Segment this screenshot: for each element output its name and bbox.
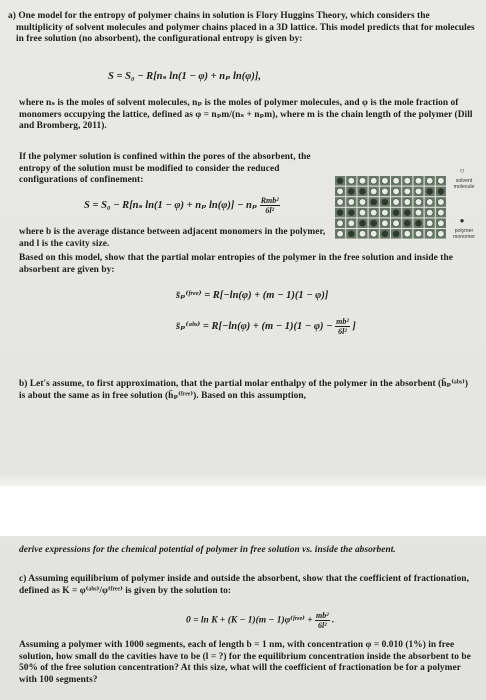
solvent-molecule (370, 188, 377, 195)
polymer-monomer (382, 231, 389, 238)
polymer-monomer (337, 209, 344, 216)
solvent-molecule (438, 220, 445, 227)
solvent-molecule (404, 188, 411, 195)
solvent-molecule (359, 178, 366, 185)
eq4-close: ] (352, 320, 356, 332)
polymer-monomer (393, 231, 400, 238)
solvent-molecule (426, 220, 433, 227)
solvent-molecule (348, 178, 355, 185)
solvent-molecule (426, 231, 433, 238)
polymer-monomer (370, 220, 377, 227)
partial-molar-intro-text: Based on this model, show that the partial molar entropies of the polymer in the free solution and inside the absorbent are given by: (19, 253, 453, 275)
eq4-fraction (335, 317, 350, 336)
part-a-label: a) (8, 11, 16, 21)
part-c-text: c) Assuming equilibrium of polymer inside and outside the absorbent, show that the coefficient of fractionation, defined as K = φ⁽ᵃᵇˢ⁾/φ⁽ᶠʳᵉᵉ⁾ is given by the solution to: (19, 574, 469, 596)
solvent-molecule (438, 199, 445, 206)
legend-polymer-label: polymer monomer (453, 228, 475, 240)
eq2-frac-num: Rmb² (260, 196, 279, 205)
polymer-monomer (426, 188, 433, 195)
polymer-monomer (404, 209, 411, 216)
equation-free-partial-entropy: s̄ₚ⁽ᶠʳᵉᵉ⁾ = R[−ln(φ) + (m − 1)(1 − φ)] (176, 290, 329, 301)
solvent-molecule (438, 178, 445, 185)
solvent-molecule (348, 199, 355, 206)
solvent-molecule (393, 199, 400, 206)
eq5-fraction (315, 611, 330, 630)
eq4-main: s̄ₚ⁽ᵃᵇˢ⁾ = R[−ln(φ) + (m − 1)(1 − φ) − (176, 320, 333, 332)
eq4-frac-num: mb² (336, 317, 349, 326)
confinement-text-content: If the polymer solution is confined within the pores of the absorbent, the entropy of the solution must be modified to consider the reduced configurations of confinement: (19, 152, 311, 186)
equation-absorbent-partial-entropy (176, 317, 356, 336)
solvent-molecule (337, 188, 344, 195)
polymer-monomer (359, 188, 366, 195)
part-a-intro-text: One model for the entropy of polymer chains in solution is Flory Huggins Theory, which considers the multiplicity of solvent molecules and polymer chains placed in a 3D lattice. This model predicts that for molecules in free solution (no absorbent), the configurational entropy is given by: (16, 11, 475, 45)
solvent-molecule (382, 178, 389, 185)
polymer-monomer (348, 188, 355, 195)
legend-solvent-circle: ○ (459, 166, 465, 175)
solvent-molecule (393, 220, 400, 227)
solvent-molecule (404, 178, 411, 185)
legend-polymer-dot: ● (459, 216, 465, 225)
polymer-monomer (370, 199, 377, 206)
eq2-fraction (260, 196, 280, 215)
solvent-molecule (415, 231, 422, 238)
polymer-monomer (382, 199, 389, 206)
solvent-molecule (404, 231, 411, 238)
solvent-molecule (415, 209, 422, 216)
equation-confined-entropy (84, 196, 280, 215)
solvent-molecule (415, 199, 422, 206)
page-fade (0, 472, 486, 486)
part-c-assume: Assuming a polymer with 1000 segments, each of length b = 1 nm, with concentration φ = 0.010 (1%) in free solution, how small do the cavities have to be (l = ?) for the equilibrium concentration inside the absorbent to be 50% of the free solution concentration? At this size, what will the coefficient of fractionation be for a polymer with 100 segments? (19, 640, 471, 685)
solvent-molecule (382, 220, 389, 227)
eq2-main: S = S₀ − R[nₛ ln(1 − φ) + nₚ ln(φ)] − nₚ (84, 199, 258, 211)
solvent-molecule (348, 220, 355, 227)
eq2-frac-den: 6l² (265, 206, 274, 215)
lattice-diagram (334, 174, 463, 244)
solvent-molecule (415, 178, 422, 185)
solvent-molecule (359, 231, 366, 238)
eq5-main: 0 = ln K + (K − 1)(m − 1)φ⁽ᶠʳᵉᵉ⁾ + (186, 615, 313, 626)
solvent-molecule (415, 188, 422, 195)
equation-fractionation (186, 611, 334, 630)
solvent-molecule (370, 178, 377, 185)
part-b-derive: derive expressions for the chemical potential of polymer in free solution vs. inside the absorbent. (19, 545, 396, 555)
eq5-frac-den: 6l² (318, 621, 327, 630)
solvent-molecule (359, 209, 366, 216)
polymer-monomer (438, 188, 445, 195)
part-b-text: b) Let's assume, to first approximation, that the partial molar enthalpy of the polymer in the absorbent (h̄ₚ⁽ᵃᵇˢ⁾) is about the same as in free solution (h̄ₚ⁽ᶠʳᵉᵉ⁾). Based on this assumption, (19, 379, 469, 401)
solvent-molecule (337, 231, 344, 238)
equation-free-entropy: S = S₀ − R[nₛ ln(1 − φ) + nₚ ln(φ)], (108, 71, 261, 82)
solvent-molecule (359, 199, 366, 206)
confinement-text (19, 152, 325, 187)
eq5-frac-num: mb² (316, 611, 329, 620)
solvent-molecule (438, 231, 445, 238)
solvent-molecule (337, 199, 344, 206)
solvent-molecule (393, 178, 400, 185)
part-a-intro (8, 11, 478, 46)
legend-solvent-label: solvent molecule (453, 178, 475, 190)
solvent-molecule (404, 199, 411, 206)
polymer-monomer (359, 220, 366, 227)
where-b-l: where b is the average distance between adjacent monomers in the polymer, and l is the cavity size. (19, 227, 326, 249)
eq4-frac-den: 6l² (338, 327, 347, 336)
polymer-monomer (348, 209, 355, 216)
solvent-molecule (382, 209, 389, 216)
polymer-monomer (415, 220, 422, 227)
polymer-monomer (393, 209, 400, 216)
solvent-molecule (370, 209, 377, 216)
eq5-end: . (332, 615, 335, 626)
solvent-molecule (438, 209, 445, 216)
partial-molar-intro (19, 253, 475, 276)
solvent-molecule (426, 209, 433, 216)
polymer-monomer (348, 231, 355, 238)
polymer-monomer (337, 178, 344, 185)
solvent-molecule (426, 178, 433, 185)
solvent-molecule (382, 188, 389, 195)
solvent-molecule (337, 220, 344, 227)
solvent-molecule (393, 188, 400, 195)
where-definitions: where nₛ is the moles of solvent molecules, nₚ is the moles of polymer molecules, and φ is the mole fraction of monomers occupying the lattice, defined as φ = nₚm/(nₛ + nₚm), where m is the chain length of the polymer (Dill and Bromberg, 2011). (19, 98, 473, 132)
polymer-monomer (404, 220, 411, 227)
solvent-molecule (370, 231, 377, 238)
solvent-molecule (426, 199, 433, 206)
blank-gap (0, 486, 486, 536)
